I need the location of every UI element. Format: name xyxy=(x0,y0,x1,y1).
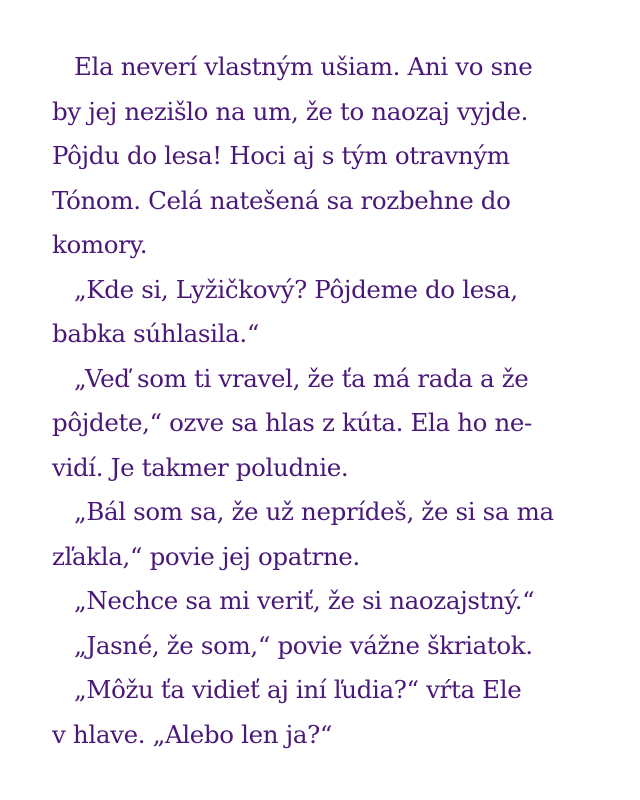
text-line: Tónom. Celá natešená sa rozbehne do xyxy=(52,185,511,215)
text-line: babka súhlasila.“ xyxy=(52,319,260,348)
text-line: „Veď som ti vravel, že ťa má rada a že xyxy=(74,363,529,393)
text-line: „Bál som sa, že už neprídeš, že si sa ma xyxy=(74,497,554,526)
text-line: „Kde si, Lyžičkový? Pôjdeme do lesa, xyxy=(74,274,518,304)
book-page-text xyxy=(52,45,612,757)
text-line: pôjdete,“ ozve sa hlas z kúta. Ela ho ne- xyxy=(52,408,532,437)
text-line: „Jasné, že som,“ povie vážne škriatok. xyxy=(74,630,533,660)
text-line: Ela neverí vlastným ušiam. Ani vo sne xyxy=(74,52,533,81)
text-line: „Nechce sa mi veriť, že si naozajstný.“ xyxy=(74,586,535,615)
text-line: Pôjdu do lesa! Hoci aj s tým otravným xyxy=(52,141,510,170)
text-line: by jej nezišlo na um, že to naozaj vyjde. xyxy=(52,96,529,126)
text-line: v hlave. „Alebo len ja?“ xyxy=(52,719,333,749)
text-line: komory. xyxy=(52,230,148,259)
text-line: „Môžu ťa vidieť aj iní ľudia?“ vŕta Ele xyxy=(74,675,522,704)
text-line: zľakla,“ povie jej opatrne. xyxy=(52,541,360,571)
text-line: vidí. Je takmer poludnie. xyxy=(52,452,349,482)
